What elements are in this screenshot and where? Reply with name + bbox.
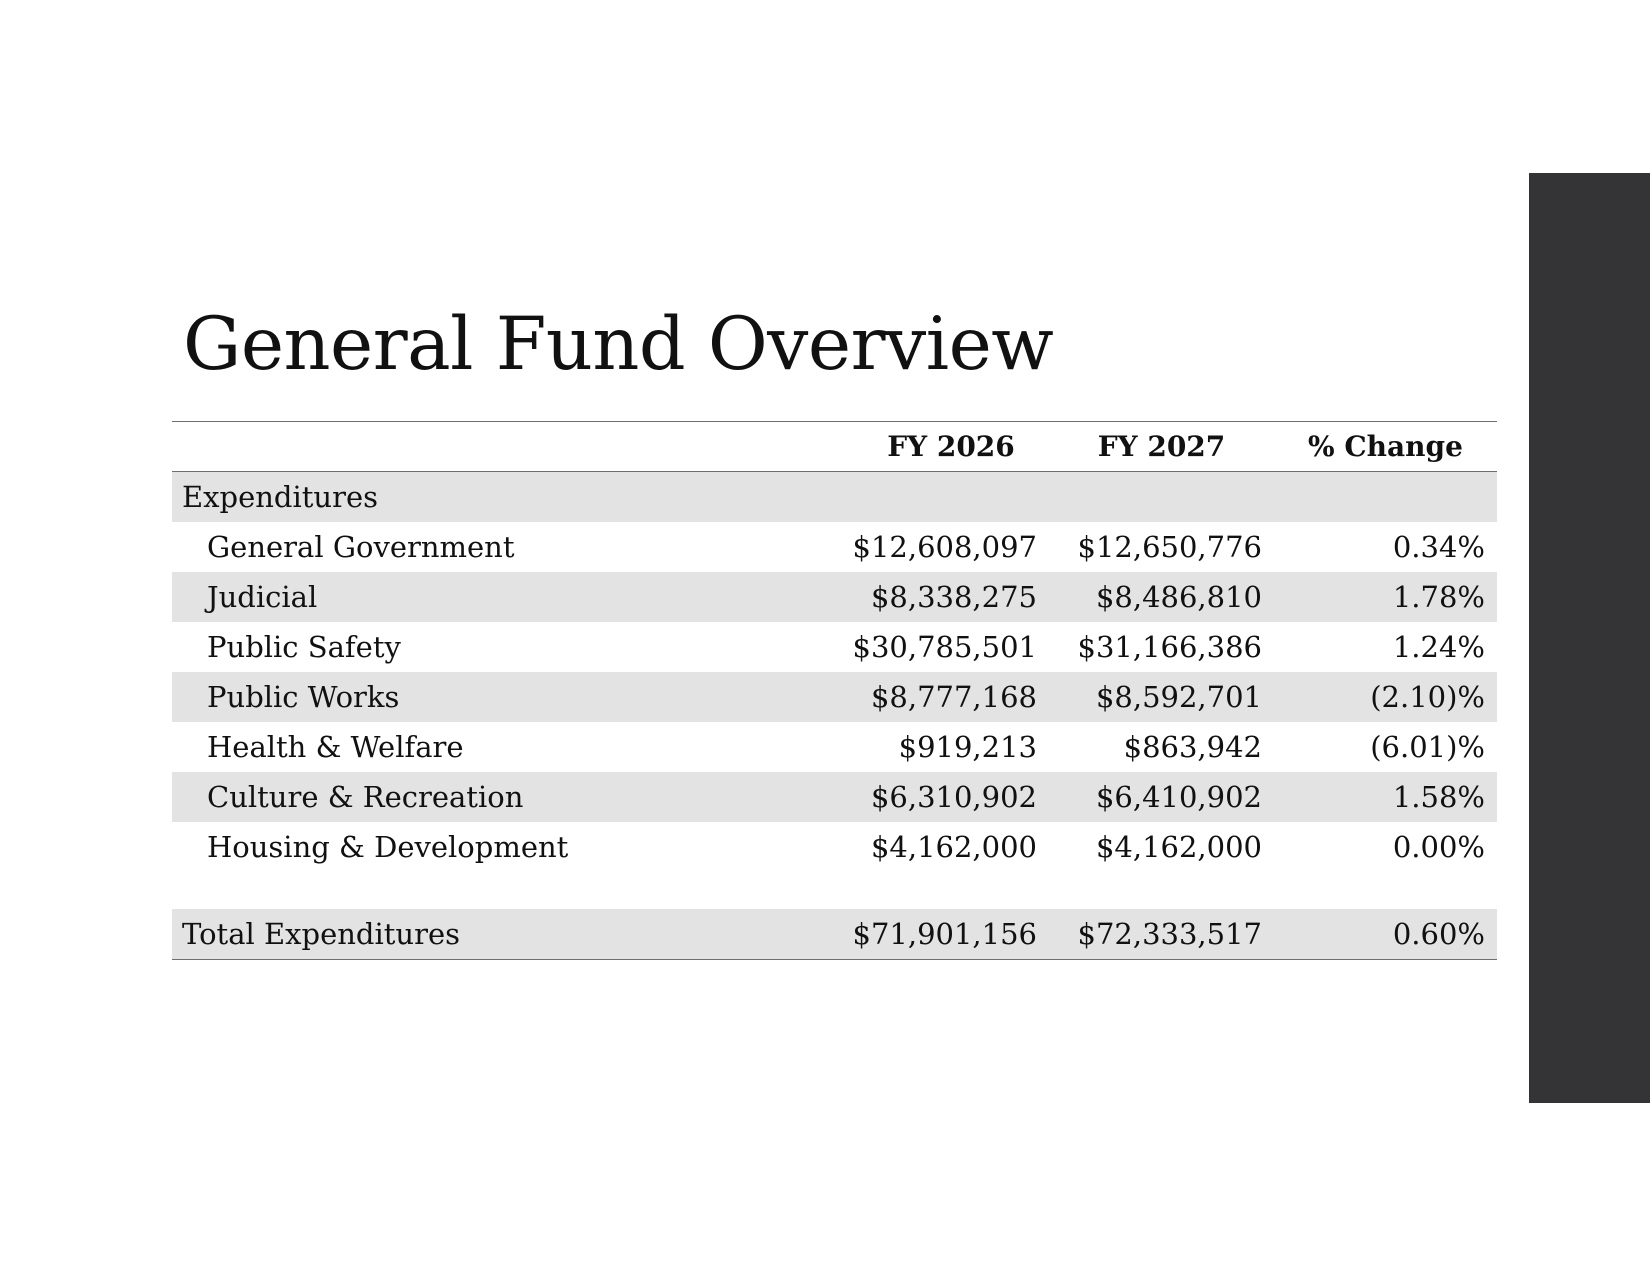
row-fy2026: $4,162,000 <box>870 830 1037 864</box>
row-label: Public Safety <box>207 630 401 664</box>
row-fy2027: $863,942 <box>1123 730 1262 764</box>
general-fund-table <box>172 421 1497 960</box>
row-fy2026: $6,310,902 <box>671 772 1049 822</box>
header-fy2026: FY 2026 <box>887 430 1015 463</box>
slide-title: General Fund Overview <box>183 302 1054 387</box>
table-header-row <box>172 422 1497 472</box>
total-fy2026: $71,901,156 <box>671 909 1049 960</box>
header-fy2027: FY 2027 <box>1097 430 1226 463</box>
table-row <box>172 822 1497 872</box>
row-fy2027: $6,410,902 <box>1049 772 1274 822</box>
row-percent-change: (2.10)% <box>1274 672 1497 722</box>
table-row <box>172 722 1497 772</box>
row-percent-change: 1.24% <box>1392 630 1485 664</box>
header-label-column <box>172 422 671 472</box>
section-label: Expenditures <box>172 472 671 523</box>
table-row <box>172 622 1497 672</box>
header-percent-change: % Change <box>1308 430 1463 463</box>
row-label: Judicial <box>172 572 671 622</box>
row-label: Public Works <box>172 672 671 722</box>
table-row <box>172 672 1497 722</box>
row-fy2027: $8,486,810 <box>1049 572 1274 622</box>
total-fy2027: $72,333,517 <box>1049 909 1274 960</box>
row-fy2027: $31,166,386 <box>1077 630 1262 664</box>
spacer-row <box>172 872 1497 909</box>
row-label: Culture & Recreation <box>172 772 671 822</box>
section-row-expenditures <box>172 472 1497 523</box>
row-fy2027: $4,162,000 <box>1095 830 1262 864</box>
row-percent-change: 0.34% <box>1392 530 1485 564</box>
row-percent-change: 1.78% <box>1274 572 1497 622</box>
row-percent-change: 1.58% <box>1274 772 1497 822</box>
row-percent-change: 0.00% <box>1392 830 1485 864</box>
row-fy2027: $12,650,776 <box>1077 530 1262 564</box>
row-fy2026: $919,213 <box>898 730 1037 764</box>
row-label: Health & Welfare <box>207 730 464 764</box>
row-percent-change: (6.01)% <box>1370 730 1485 764</box>
total-percent-change: 0.60% <box>1274 909 1497 960</box>
table-row <box>172 772 1497 822</box>
table-row <box>172 522 1497 572</box>
row-label: Housing & Development <box>207 830 569 864</box>
row-fy2026: $8,777,168 <box>671 672 1049 722</box>
total-row <box>172 909 1497 960</box>
total-label: Total Expenditures <box>172 909 671 960</box>
row-fy2026: $8,338,275 <box>671 572 1049 622</box>
row-fy2026: $30,785,501 <box>852 630 1037 664</box>
row-label: General Government <box>207 530 515 564</box>
table-row <box>172 572 1497 622</box>
row-fy2026: $12,608,097 <box>852 530 1037 564</box>
accent-side-bar <box>1529 173 1650 1103</box>
row-fy2027: $8,592,701 <box>1049 672 1274 722</box>
